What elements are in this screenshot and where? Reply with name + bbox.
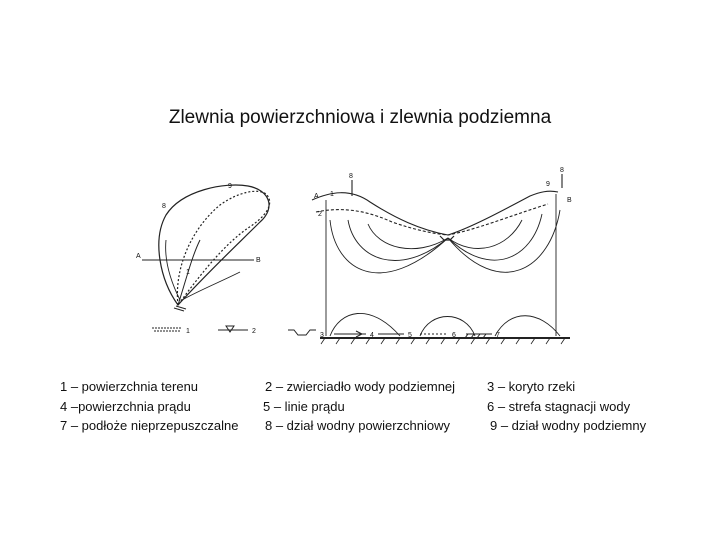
label-1-plan: 1 <box>186 269 190 276</box>
groundwater-divide-outline <box>177 191 269 305</box>
key-symbol-2 <box>218 326 248 332</box>
legend-row-3 <box>60 416 680 436</box>
key-label-7: 7 <box>496 332 500 339</box>
legend-item-5: 5 – linie prądu <box>263 398 345 414</box>
legend-row-2 <box>60 397 680 417</box>
key-label-1: 1 <box>186 328 190 335</box>
label-a-left: A <box>136 253 141 260</box>
stagnation-left <box>330 313 400 336</box>
key-symbol-1 <box>152 328 182 331</box>
label-8-right: 8 <box>560 167 564 174</box>
label-2-section: 2 <box>318 211 322 218</box>
flow-line-1 <box>182 272 240 300</box>
flow-line-c <box>368 224 448 249</box>
label-a-right: A <box>314 193 319 200</box>
key-symbol-4 <box>334 331 366 337</box>
label-1-section: 1 <box>330 191 334 198</box>
legend-item-9: 9 – dział wodny podziemny <box>490 418 647 433</box>
legend-item-1: 1 – powierzchnia terenu <box>60 379 199 394</box>
key-label-4: 4 <box>370 332 374 339</box>
surface-divide-outline <box>159 185 269 305</box>
legend-item-6: 6 – strefa stagnacji wody <box>487 398 631 414</box>
legend <box>60 377 680 436</box>
label-8-mid: 8 <box>349 173 353 180</box>
legend-item-3: 3 – koryto rzeki <box>487 379 576 394</box>
legend-item-4: 4 –powierzchnia prądu <box>60 398 191 414</box>
flow-line-f <box>448 220 522 248</box>
label-9-right: 9 <box>546 181 550 188</box>
stagnation-right <box>495 316 560 336</box>
key-label-5: 5 <box>408 332 412 339</box>
key-symbol-3 <box>288 330 316 335</box>
legend-item-8: 8 – dział wodny powierzchniowy <box>265 418 450 433</box>
flow-line-2 <box>166 240 180 300</box>
legend-item-2: 2 – zwierciadło wody podziemnej <box>265 379 456 394</box>
label-b-right: B <box>567 197 572 204</box>
key-label-2: 2 <box>252 328 256 335</box>
flow-line-b <box>348 220 448 260</box>
key-label-3: 3 <box>320 332 324 339</box>
slide-title: Zlewnia powierzchniowa i zlewnia podziemna <box>168 107 552 128</box>
key-label-6: 6 <box>452 332 456 339</box>
label-b-left: B <box>256 257 261 264</box>
watershed-diagram <box>130 160 590 350</box>
label-9-left: 9 <box>228 183 232 190</box>
legend-row-1 <box>60 377 680 397</box>
stagnation-center <box>420 317 475 337</box>
legend-item-7: 7 – podłoże nieprzepuszczalne <box>60 418 239 433</box>
cross-section <box>312 174 570 344</box>
label-8-left: 8 <box>162 203 166 210</box>
diagram-svg <box>130 160 590 350</box>
